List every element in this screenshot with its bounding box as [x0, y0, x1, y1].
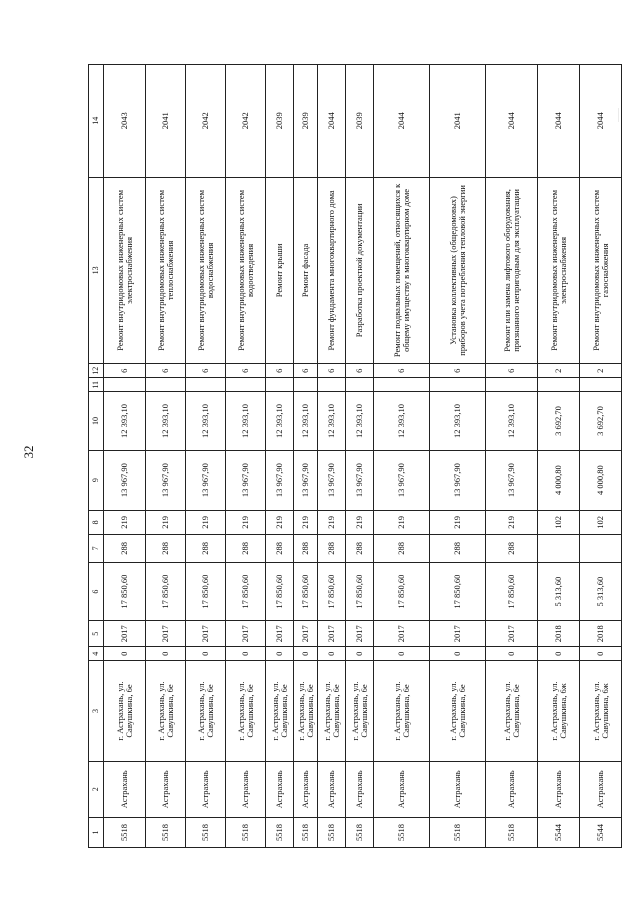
house-id-cell: 5518: [104, 817, 146, 847]
header-cell: 6: [89, 562, 104, 620]
header-row: [89, 65, 104, 848]
col9-cell: 13 967,90: [186, 450, 226, 510]
house-id-cell: 5518: [374, 817, 430, 847]
col11-cell: [374, 378, 430, 392]
col10-cell: 12 393,10: [486, 392, 538, 450]
city-cell: Астрахань: [226, 761, 266, 817]
plan-year-cell: 2042: [186, 65, 226, 178]
work-type-cell: Ремонт или замена лифтового оборудования, признанного непригодным для эксплуатации: [486, 177, 538, 364]
address-cell: г. Астрахань, ул. Савушкина, 6ж: [538, 661, 580, 761]
plan-year-cell: 2044: [580, 65, 622, 178]
col12-cell: 6: [294, 364, 318, 378]
table-row: [226, 65, 266, 848]
table-row: [580, 65, 622, 848]
col7-cell: 288: [146, 534, 186, 562]
col8-cell: 219: [186, 510, 226, 534]
col4-cell: 0: [538, 647, 580, 661]
col11-cell: [538, 378, 580, 392]
year-cell: 2017: [104, 621, 146, 647]
header-cell: 1: [89, 817, 104, 847]
city-cell: Астрахань: [346, 761, 374, 817]
col7-cell: 288: [374, 534, 430, 562]
col4-cell: 0: [104, 647, 146, 661]
col9-cell: 4 000,80: [580, 450, 622, 510]
city-cell: Астрахань: [294, 761, 318, 817]
rotated-table-container: [88, 64, 610, 848]
col12-cell: 6: [226, 364, 266, 378]
col10-cell: 12 393,10: [346, 392, 374, 450]
house-id-cell: 5544: [580, 817, 622, 847]
col10-cell: 12 393,10: [294, 392, 318, 450]
col8-cell: 219: [226, 510, 266, 534]
col7-cell: 288: [186, 534, 226, 562]
year-cell: 2017: [346, 621, 374, 647]
col10-cell: 3 692,70: [538, 392, 580, 450]
col8-cell: 219: [104, 510, 146, 534]
city-cell: Астрахань: [186, 761, 226, 817]
page-number: 32: [21, 445, 36, 459]
city-cell: Астрахань: [318, 761, 346, 817]
header-cell: 14: [89, 65, 104, 178]
city-cell: Астрахань: [538, 761, 580, 817]
col8-cell: 219: [346, 510, 374, 534]
city-cell: Астрахань: [580, 761, 622, 817]
year-cell: 2017: [486, 621, 538, 647]
house-id-cell: 5518: [318, 817, 346, 847]
address-cell: г. Астрахань, ул. Савушкина, 6е: [346, 661, 374, 761]
col7-cell: 288: [294, 534, 318, 562]
work-type-cell: Ремонт внутридомовых инженерных систем водоснабжения: [186, 177, 226, 364]
year-cell: 2017: [294, 621, 318, 647]
col4-cell: 0: [486, 647, 538, 661]
col11-cell: [580, 378, 622, 392]
col7-cell: 288: [318, 534, 346, 562]
col9-cell: 13 967,90: [346, 450, 374, 510]
plan-year-cell: 2039: [294, 65, 318, 178]
col11-cell: [104, 378, 146, 392]
col7-cell: [538, 534, 580, 562]
work-type-cell: Ремонт внутридомовых инженерных систем электроснабжения: [104, 177, 146, 364]
col9-cell: 13 967,90: [146, 450, 186, 510]
house-id-cell: 5518: [430, 817, 486, 847]
header-cell: 2: [89, 761, 104, 817]
col7-cell: [580, 534, 622, 562]
year-cell: 2017: [186, 621, 226, 647]
area-cell: 17 850,60: [104, 562, 146, 620]
col9-cell: 13 967,90: [486, 450, 538, 510]
work-type-cell: Ремонт подвальных помещений, относящихся к общему имуществу в многоквартирном доме: [374, 177, 430, 364]
table-row: [318, 65, 346, 848]
house-id-cell: 5518: [346, 817, 374, 847]
col10-cell: 12 393,10: [374, 392, 430, 450]
col11-cell: [346, 378, 374, 392]
area-cell: 17 850,60: [146, 562, 186, 620]
header-cell: 11: [89, 378, 104, 392]
area-cell: 5 313,60: [538, 562, 580, 620]
address-cell: г. Астрахань, ул. Савушкина, 6е: [104, 661, 146, 761]
col7-cell: 288: [226, 534, 266, 562]
col7-cell: 288: [104, 534, 146, 562]
address-cell: г. Астрахань, ул. Савушкина, 6е: [226, 661, 266, 761]
col4-cell: 0: [430, 647, 486, 661]
table-row: [486, 65, 538, 848]
col9-cell: 13 967,90: [318, 450, 346, 510]
house-id-cell: 5518: [186, 817, 226, 847]
year-cell: 2018: [580, 621, 622, 647]
col12-cell: 6: [146, 364, 186, 378]
col12-cell: 6: [486, 364, 538, 378]
plan-year-cell: 2041: [146, 65, 186, 178]
area-cell: 17 850,60: [294, 562, 318, 620]
table-row: [266, 65, 294, 848]
work-type-cell: Ремонт внутридомовых инженерных систем электроснабжения: [538, 177, 580, 364]
address-cell: г. Астрахань, ул. Савушкина, 6е: [146, 661, 186, 761]
header-cell: 10: [89, 392, 104, 450]
year-cell: 2017: [146, 621, 186, 647]
col8-cell: 102: [580, 510, 622, 534]
col4-cell: 0: [294, 647, 318, 661]
col12-cell: 6: [374, 364, 430, 378]
city-cell: Астрахань: [430, 761, 486, 817]
work-type-cell: Ремонт внутридомовых инженерных систем водоотведения: [226, 177, 266, 364]
table-region: [88, 64, 610, 848]
year-cell: 2017: [374, 621, 430, 647]
col10-cell: 12 393,10: [186, 392, 226, 450]
col12-cell: 6: [318, 364, 346, 378]
col4-cell: 0: [146, 647, 186, 661]
house-id-cell: 5518: [266, 817, 294, 847]
city-cell: Астрахань: [266, 761, 294, 817]
col9-cell: 4 000,80: [538, 450, 580, 510]
col8-cell: 219: [266, 510, 294, 534]
area-cell: 17 850,60: [226, 562, 266, 620]
col9-cell: 13 967,90: [266, 450, 294, 510]
address-cell: г. Астрахань, ул. Савушкина, 6е: [430, 661, 486, 761]
header-cell: 4: [89, 647, 104, 661]
work-type-cell: Разработка проектной документации: [346, 177, 374, 364]
header-cell: 5: [89, 621, 104, 647]
house-id-cell: 5518: [294, 817, 318, 847]
col10-cell: 12 393,10: [146, 392, 186, 450]
table-row: [104, 65, 146, 848]
col9-cell: 13 967,90: [374, 450, 430, 510]
col9-cell: 13 967,90: [430, 450, 486, 510]
col11-cell: [486, 378, 538, 392]
house-id-cell: 5518: [226, 817, 266, 847]
table-row: [294, 65, 318, 848]
area-cell: 17 850,60: [186, 562, 226, 620]
col4-cell: 0: [374, 647, 430, 661]
col10-cell: 3 692,70: [580, 392, 622, 450]
table-body: [89, 65, 622, 848]
col11-cell: [186, 378, 226, 392]
table-row: [146, 65, 186, 848]
table-row: [346, 65, 374, 848]
year-cell: 2017: [318, 621, 346, 647]
col12-cell: 6: [430, 364, 486, 378]
table-row: [538, 65, 580, 848]
col4-cell: 0: [186, 647, 226, 661]
plan-year-cell: 2039: [346, 65, 374, 178]
plan-year-cell: 2044: [486, 65, 538, 178]
address-cell: г. Астрахань, ул. Савушкина, 6ж: [580, 661, 622, 761]
area-cell: 17 850,60: [374, 562, 430, 620]
work-type-cell: Ремонт внутридомовых инженерных систем теплоснабжения: [146, 177, 186, 364]
year-cell: 2017: [430, 621, 486, 647]
address-cell: г. Астрахань, ул. Савушкина, 6е: [486, 661, 538, 761]
area-cell: 17 850,60: [318, 562, 346, 620]
col11-cell: [146, 378, 186, 392]
col9-cell: 13 967,90: [226, 450, 266, 510]
col7-cell: 288: [346, 534, 374, 562]
table-row: [430, 65, 486, 848]
col11-cell: [294, 378, 318, 392]
col7-cell: 288: [430, 534, 486, 562]
plan-year-cell: 2039: [266, 65, 294, 178]
city-cell: Астрахань: [486, 761, 538, 817]
col4-cell: 0: [318, 647, 346, 661]
col12-cell: 6: [104, 364, 146, 378]
capital-repair-table: [88, 64, 622, 848]
work-type-cell: Ремонт внутридомовых инженерных систем газоснабжения: [580, 177, 622, 364]
address-cell: г. Астрахань, ул. Савушкина, 6е: [318, 661, 346, 761]
col8-cell: 102: [538, 510, 580, 534]
header-cell: 7: [89, 534, 104, 562]
col4-cell: 0: [266, 647, 294, 661]
col12-cell: 6: [266, 364, 294, 378]
col4-cell: 0: [580, 647, 622, 661]
area-cell: 17 850,60: [346, 562, 374, 620]
col9-cell: 13 967,90: [294, 450, 318, 510]
address-cell: г. Астрахань, ул. Савушкина, 6е: [266, 661, 294, 761]
header-cell: 13: [89, 177, 104, 364]
header-cell: 8: [89, 510, 104, 534]
col10-cell: 12 393,10: [430, 392, 486, 450]
header-cell: 3: [89, 661, 104, 761]
col9-cell: 13 967,90: [104, 450, 146, 510]
col11-cell: [266, 378, 294, 392]
plan-year-cell: 2044: [538, 65, 580, 178]
table-row: [186, 65, 226, 848]
col8-cell: 219: [430, 510, 486, 534]
col8-cell: 219: [318, 510, 346, 534]
work-type-cell: Ремонт фасада: [294, 177, 318, 364]
area-cell: 17 850,60: [266, 562, 294, 620]
work-type-cell: Установка коллективных (общедомовых) приборов учета потребления тепловой энергии: [430, 177, 486, 364]
header-cell: 9: [89, 450, 104, 510]
house-id-cell: 5518: [486, 817, 538, 847]
area-cell: 17 850,60: [486, 562, 538, 620]
col10-cell: 12 393,10: [318, 392, 346, 450]
house-id-cell: 5518: [146, 817, 186, 847]
col7-cell: 288: [486, 534, 538, 562]
address-cell: г. Астрахань, ул. Савушкина, 6е: [186, 661, 226, 761]
col8-cell: 219: [146, 510, 186, 534]
year-cell: 2017: [266, 621, 294, 647]
col11-cell: [226, 378, 266, 392]
col12-cell: 2: [538, 364, 580, 378]
col10-cell: 12 393,10: [266, 392, 294, 450]
address-cell: г. Астрахань, ул. Савушкина, 6е: [294, 661, 318, 761]
address-cell: г. Астрахань, ул. Савушкина, 6е: [374, 661, 430, 761]
col12-cell: 2: [580, 364, 622, 378]
plan-year-cell: 2044: [374, 65, 430, 178]
city-cell: Астрахань: [104, 761, 146, 817]
work-type-cell: Ремонт фундамента многоквартирного дома: [318, 177, 346, 364]
col10-cell: 12 393,10: [104, 392, 146, 450]
year-cell: 2017: [226, 621, 266, 647]
col8-cell: 219: [294, 510, 318, 534]
house-id-cell: 5544: [538, 817, 580, 847]
col4-cell: 0: [346, 647, 374, 661]
col8-cell: 219: [486, 510, 538, 534]
area-cell: 17 850,60: [430, 562, 486, 620]
work-type-cell: Ремонт крыши: [266, 177, 294, 364]
col11-cell: [430, 378, 486, 392]
col12-cell: 6: [346, 364, 374, 378]
year-cell: 2018: [538, 621, 580, 647]
col11-cell: [318, 378, 346, 392]
area-cell: 5 313,60: [580, 562, 622, 620]
col12-cell: 6: [186, 364, 226, 378]
header-cell: 12: [89, 364, 104, 378]
plan-year-cell: 2044: [318, 65, 346, 178]
col7-cell: 288: [266, 534, 294, 562]
col8-cell: 219: [374, 510, 430, 534]
plan-year-cell: 2041: [430, 65, 486, 178]
table-row: [374, 65, 430, 848]
col10-cell: 12 393,10: [226, 392, 266, 450]
city-cell: Астрахань: [374, 761, 430, 817]
col4-cell: 0: [226, 647, 266, 661]
plan-year-cell: 2043: [104, 65, 146, 178]
city-cell: Астрахань: [146, 761, 186, 817]
plan-year-cell: 2042: [226, 65, 266, 178]
